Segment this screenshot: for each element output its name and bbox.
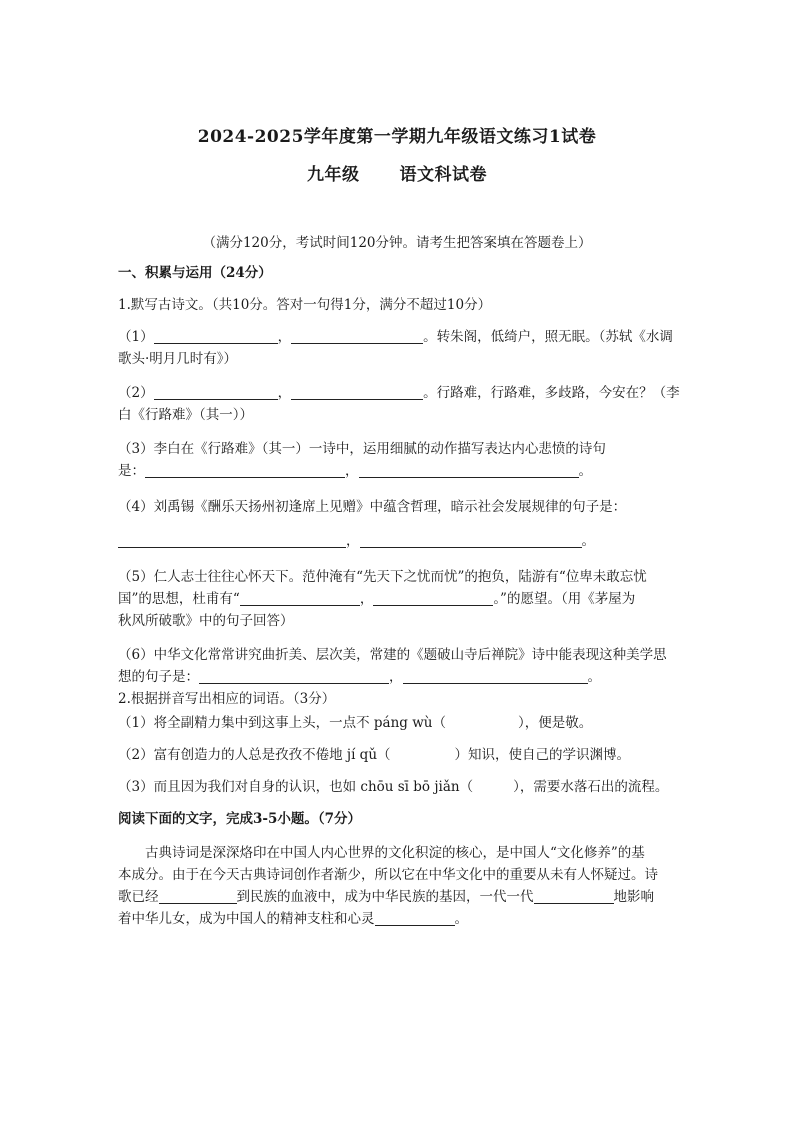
answer-blank[interactable] (118, 531, 346, 548)
answer-blank[interactable] (403, 667, 588, 684)
q1-item-3-line2: 是： ， 。 (118, 463, 592, 479)
answer-blank[interactable] (240, 589, 360, 606)
exam-title: 2024-2025学年度第一学期九年级语文练习1试卷 (197, 127, 597, 147)
q2-item-1: （1）将全副精力集中到这事上头，一点不 páng wù（ ），便是敬。 (118, 715, 593, 731)
q1-item-5-line1: （5）仁人志士往往心怀天下。范仲淹有“先天下之忧而忧”的抱负，陆游有“位卑未敢忘忧 (118, 569, 647, 585)
q1-item-1-line2: 歌头·明月几时有》） (118, 351, 238, 367)
q1-item-5-line2: 国”的思想，杜甫有“ ， 。”的愿望。（用《茅屋为 (118, 591, 636, 607)
answer-blank[interactable] (159, 887, 237, 904)
q1-item-1-line1: （1） ， 。转朱阁，低绮户，照无眠。（苏轼《水调 (118, 329, 673, 345)
q1-item-3-line1: （3）李白在《行路难》（其一）一诗中，运用细腻的动作描写表达内心悲愤的诗句 (118, 441, 606, 457)
answer-blank[interactable] (154, 327, 278, 344)
exam-note: （满分120分，考试时间120分钟。请考生把答案填在答题卷上） (202, 235, 592, 251)
answer-blank[interactable] (373, 589, 493, 606)
reading-heading: 阅读下面的文字，完成3-5小题。（7分） (118, 811, 362, 827)
exam-subtitle (0, 160, 794, 185)
q1-item-6-line1: （6）中华文化常常讲究曲折美、层次美，常建的《题破山寺后禅院》诗中能表现这种美学思 (118, 647, 667, 663)
question-2-title: 2.根据拼音写出相应的词语。（3分） (118, 691, 336, 707)
reading-line-2: 本成分。由于在今天古典诗词创作者渐少，所以它在中华文化中的重要从未有人怀疑过。诗 (118, 867, 658, 883)
subject-label: 语文科试卷 (399, 165, 487, 185)
reading-line-3: 歌已经 到民族的血液中，成为中华民族的基因，一代一代 地影响 (118, 889, 654, 905)
answer-blank[interactable] (291, 383, 423, 400)
q1-item-4-line1: （4）刘禹锡《酬乐天扬州初逢席上见赠》中蕴含哲理，暗示社会发展规律的句子是： (118, 499, 627, 515)
q1-item-2-line1: （2） ， 。行路难，行路难，多歧路，今安在？（李 (118, 385, 680, 401)
q1-item-5-line3: 秋风所破歌》中的句子回答） (118, 613, 294, 629)
answer-blank[interactable] (154, 383, 278, 400)
q2-item-2: （2）富有创造力的人总是孜孜不倦地 jí qǔ（ ）知识，使自己的学识渊博。 (118, 747, 631, 763)
answer-blank[interactable] (360, 531, 582, 548)
answer-blank[interactable] (145, 461, 345, 478)
answer-blank[interactable] (375, 909, 455, 926)
reading-line-4: 着中华儿女，成为中国人的精神支柱和心灵 。 (118, 911, 468, 927)
answer-blank[interactable] (359, 461, 579, 478)
q1-item-6-line2: 想的句子是： ， 。 (118, 669, 601, 685)
reading-line-1: 古典诗词是深深烙印在中国人内心世界的文化积淀的核心，是中国人“文化修养”的基 (145, 845, 645, 861)
q1-item-2-line2: 白《行路难》（其一）） (118, 407, 253, 423)
answer-blank[interactable] (534, 887, 614, 904)
question-1-title: 1.默写古诗文。（共10分。答对一句得1分，满分不超过10分） (118, 297, 492, 313)
section-heading: 一、积累与运用（24分） (118, 265, 272, 281)
q1-item-4-line2: ， 。 (118, 528, 678, 554)
answer-blank[interactable] (199, 667, 389, 684)
grade-label: 九年级 (307, 165, 360, 185)
q2-item-3: （3）而且因为我们对自身的认识，也如 chōu sī bō jiǎn（ ），需要水落石出的流程。 (118, 779, 669, 795)
answer-blank[interactable] (291, 327, 423, 344)
